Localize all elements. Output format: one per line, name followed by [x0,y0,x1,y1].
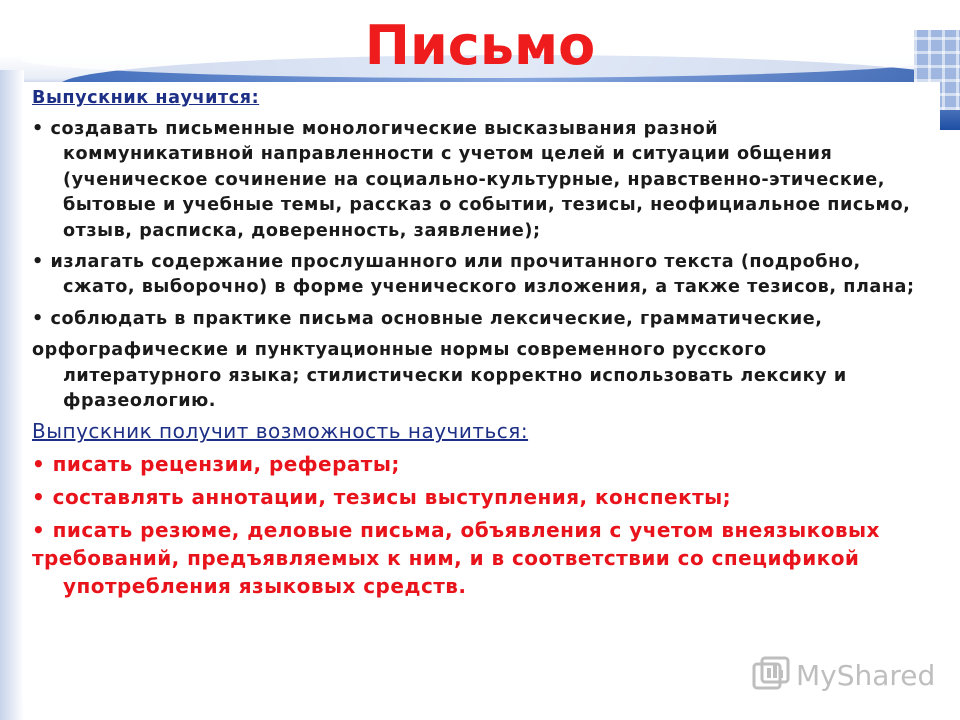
section1-bullet2: • излагать содержание прослушанного или прочитанного текста (подробно, сжато, выборочно) в форме ученического изложения, а также тезисов, плана; [32,252,915,298]
left-edge-decoration [0,70,24,720]
section1-heading: Выпускник научится: [32,88,260,108]
section2-bullet1: • писать рецензии, рефераты; [32,452,400,477]
section2-heading: Выпускник получит возможность научиться: [32,419,529,444]
section2-bullet3: • писать резюме, деловые письма, объявления с учетом внеязыковых [32,518,880,543]
watermark-text: MyShared [796,658,936,692]
section1-bullet1-line1: • создавать письменные монологические высказывания разной [32,119,719,139]
myshared-logo-icon [750,654,792,696]
watermark [750,650,940,700]
section1-bullet3-rest: орфографические и пунктуационные нормы современного русского литературного языка; стилистически корректно использовать лексику и фразеологию. [32,340,847,412]
section1-bullet1-rest: коммуникативной направленности с учетом целей и ситуации общения (ученическое сочинение на социально-культурные, нравственно-этические, бытовые и учебные темы, рассказ о событии, тезисы, неофициальное письмо, отзыв, расписка, доверенность, заявление); [63,144,911,241]
section2-bullet3-rest: требований, предъявляемых к ним, и в соответствии со спецификой употребления языковых средств. [32,546,860,599]
slide-title: Письмо [364,14,596,77]
content-area [22,82,940,702]
section2-bullet2: • составлять аннотации, тезисы выступления, конспекты; [32,485,732,510]
section1-bullet3-line1: • соблюдать в практике письма основные лексические, грамматические, [32,308,823,329]
